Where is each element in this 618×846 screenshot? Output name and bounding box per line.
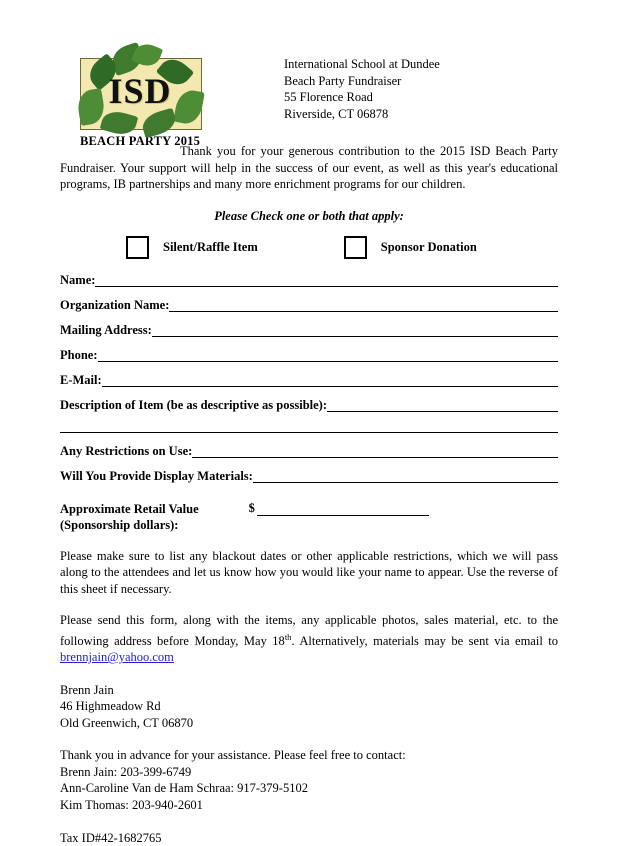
mailing-address-line: Old Greenwich, CT 06870 <box>60 715 194 730</box>
description-input[interactable] <box>327 398 558 412</box>
field-display-materials[interactable] <box>60 469 558 483</box>
address-line: Riverside, CT 06878 <box>284 106 389 121</box>
retail-value-block <box>60 501 558 533</box>
palm-tree-logo-icon <box>72 46 208 132</box>
mailing-address-block <box>60 682 558 732</box>
form-fields <box>60 273 558 483</box>
field-description[interactable] <box>60 398 558 412</box>
address-line: International School at Dundee <box>284 57 440 71</box>
description-input-continued[interactable] <box>60 419 558 433</box>
email-input[interactable] <box>102 373 558 387</box>
check-option-sponsor-donation[interactable] <box>344 236 477 259</box>
address-line: 55 Florence Road <box>284 90 373 104</box>
retail-value-label-line2: (Sponsorship dollars): <box>60 517 179 532</box>
send-instructions-ordinal: th <box>284 631 292 642</box>
mailing-address-input[interactable] <box>152 323 558 337</box>
document-header <box>60 40 558 149</box>
organization-name-input[interactable] <box>169 298 558 312</box>
check-option-label: Silent/Raffle Item <box>163 239 258 254</box>
contact-person: Ann-Caroline Van de Ham Schraa: 917-379-5102 <box>60 781 308 796</box>
field-label: Name: <box>60 272 96 287</box>
field-mailing-address[interactable] <box>60 323 558 337</box>
contact-intro: Thank you in advance for your assistance. Please feel free to contact: <box>60 748 406 763</box>
check-section-title: Please Check one or both that apply: <box>214 208 404 223</box>
restrictions-input[interactable] <box>192 444 558 458</box>
check-option-label: Sponsor Donation <box>380 239 477 254</box>
field-restrictions[interactable] <box>60 444 558 458</box>
tax-id: Tax ID#42-1682765 <box>60 831 162 846</box>
send-instructions-prefix: Please send this form, along with the items, any applicable photos, sales material, etc. to the following address before Monday, May 18 <box>60 613 558 648</box>
retail-value-labels <box>60 501 199 533</box>
send-instructions-paragraph <box>60 612 558 666</box>
contact-person: Kim Thomas: 203-940-2601 <box>60 797 203 812</box>
blackout-paragraph: Please make sure to list any blackout dates or other applicable restrictions, which we will pass along to the attendees and let us know how you would like your name to appear. Use the reverse of this sheet if necessary. <box>60 548 558 596</box>
currency-symbol: $ <box>248 500 255 515</box>
display-materials-input[interactable] <box>253 469 558 483</box>
checkbox-silent-raffle-icon[interactable] <box>126 236 149 259</box>
email-link[interactable]: brennjain@yahoo.com <box>60 650 174 665</box>
name-input[interactable] <box>95 273 558 287</box>
logo-block <box>60 40 220 149</box>
retail-value-input[interactable] <box>257 503 429 516</box>
contact-person: Brenn Jain: 203-399-6749 <box>60 764 192 779</box>
organization-address <box>220 40 558 122</box>
field-phone[interactable] <box>60 348 558 362</box>
field-label: Will You Provide Display Materials: <box>60 468 253 483</box>
intro-paragraph: Thank you for your generous contribution to the 2015 ISD Beach Party Fundraiser. Your support will help in the success of our event, as well as this year's educational programs, IB partnerships and many more enrichment programs for our children. <box>60 144 558 191</box>
check-option-silent-raffle[interactable] <box>126 236 258 259</box>
field-label: Mailing Address: <box>60 322 152 337</box>
field-label: Organization Name: <box>60 297 170 312</box>
mailing-address-line: Brenn Jain <box>60 682 114 697</box>
address-line: Beach Party Fundraiser <box>284 73 402 88</box>
contact-block <box>60 747 558 813</box>
field-organization-name[interactable] <box>60 298 558 312</box>
field-name[interactable] <box>60 273 558 287</box>
field-label: E-Mail: <box>60 372 102 387</box>
retail-value-entry[interactable] <box>249 501 429 516</box>
logo-caption: BEACH PARTY 2015 <box>79 134 201 148</box>
check-options-row <box>60 236 558 259</box>
checkbox-sponsor-donation-icon[interactable] <box>344 236 367 259</box>
field-label: Phone: <box>60 347 98 362</box>
retail-value-label-line1: Approximate Retail Value <box>60 501 199 516</box>
logo-initials: ISD <box>108 71 172 111</box>
field-label: Description of Item (be as descriptive as possible): <box>60 397 327 412</box>
phone-input[interactable] <box>98 348 559 362</box>
field-label: Any Restrictions on Use: <box>60 443 193 458</box>
send-instructions-suffix: . Alternatively, materials may be sent via email to <box>291 633 558 648</box>
field-email[interactable] <box>60 373 558 387</box>
mailing-address-line: 46 Highmeadow Rd <box>60 699 161 714</box>
